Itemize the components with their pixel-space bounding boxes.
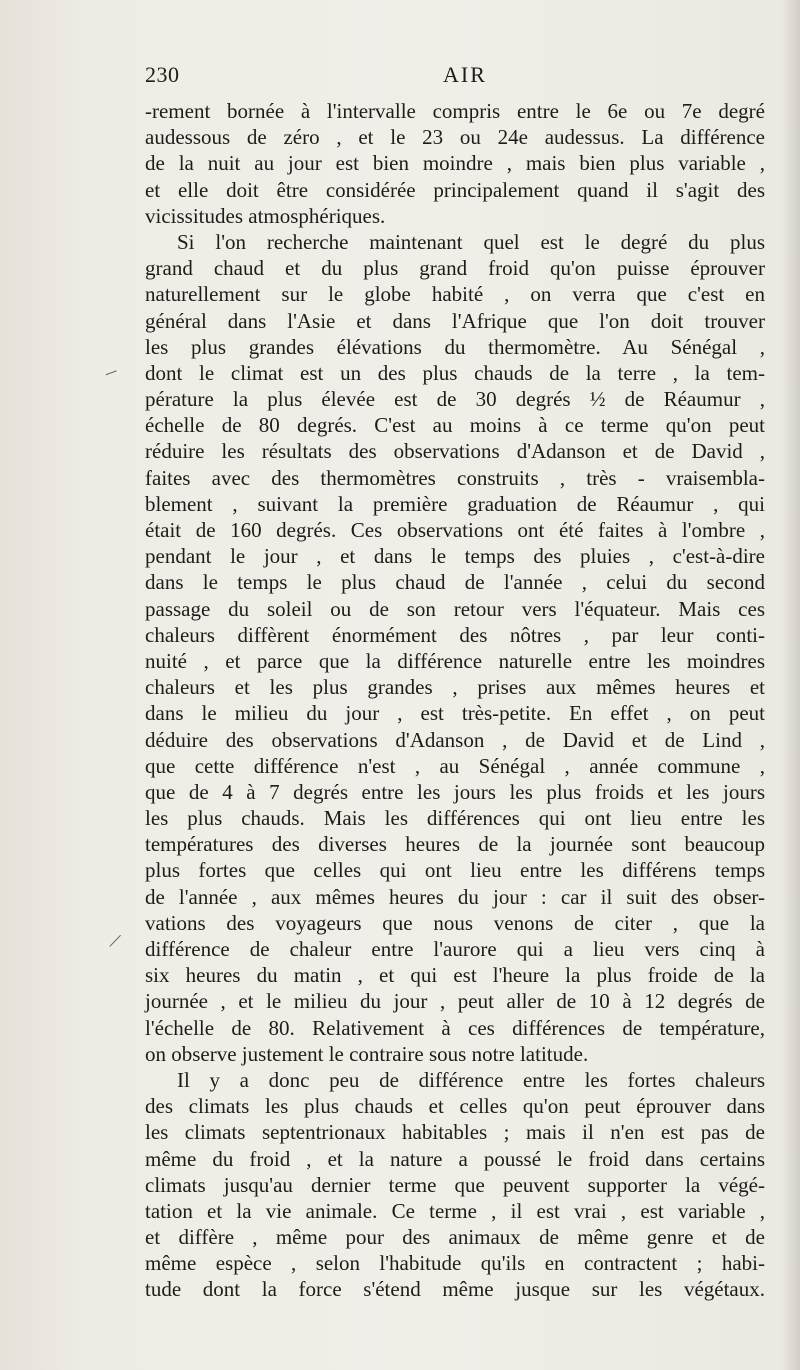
margin-mark: / (107, 927, 124, 954)
text-line: que de 4 à 7 degrés entre les jours les plus froids et les jours (145, 779, 765, 804)
text-line: naturellement sur le globe habité , on verra que c'est en (145, 282, 765, 307)
text-line: Il y a donc peu de différence entre les fortes chaleurs (177, 1067, 765, 1092)
text-line: températures des diverses heures de la journée sont beaucoup (145, 832, 765, 857)
running-head: AIR (443, 62, 487, 87)
spine-shadow (782, 0, 800, 1370)
text-line: et diffère , même pour des animaux de même genre et de (145, 1225, 765, 1250)
text-line: journée , et le milieu du jour , peut aller de 10 à 12 degrés de (145, 989, 765, 1014)
page-header (145, 62, 765, 92)
text-line: vicissitudes atmosphériques. (145, 203, 386, 228)
text-line: les plus chauds. Mais les différences qui ont lieu entre les (145, 806, 765, 831)
text-line: même espèce , selon l'habitude qu'ils en contractent ; habi- (145, 1251, 765, 1276)
text-line: tation et la vie animale. Ce terme , il est vrai , est variable , (145, 1198, 765, 1223)
text-line: six heures du matin , et qui est l'heure la plus froide de la (145, 963, 765, 988)
text-line: plus fortes que celles qui ont lieu entre les différens temps (145, 858, 765, 883)
text-line: climats jusqu'au dernier terme que peuvent supporter la végé- (145, 1172, 765, 1197)
text-line: de la nuit au jour est bien moindre , mais bien plus variable , (145, 151, 765, 176)
text-line: les plus grandes élévations du thermomètre. Au Sénégal , (145, 334, 765, 359)
text-line: même du froid , et la nature a poussé le froid dans certains (145, 1146, 765, 1171)
text-line: faites avec des thermomètres construits , très - vraisembla- (145, 465, 765, 490)
text-line: réduire les résultats des observations d'Adanson et de David , (145, 439, 765, 464)
margin-mark: – (100, 356, 120, 385)
text-line: dont le climat est un des plus chauds de la terre , la tem- (145, 360, 765, 385)
text-line: dans le milieu du jour , est très-petite. En effet , on peut (145, 701, 765, 726)
text-line: Si l'on recherche maintenant quel est le degré du plus (177, 229, 765, 254)
text-line: déduire des observations d'Adanson , de David et de Lind , (145, 727, 765, 752)
text-line: -rement bornée à l'intervalle compris entre le 6e ou 7e degré (145, 99, 765, 123)
text-line: échelle de 80 degrés. C'est au moins à ce terme qu'on peut (145, 413, 765, 438)
page-number: 230 (145, 62, 180, 87)
text-line: était de 160 degrés. Ces observations ont été faites à l'ombre , (145, 518, 765, 542)
text-line: nuité , et parce que la différence naturelle entre les moindres (145, 648, 765, 673)
text-line: des climats les plus chauds et celles qu'on peut éprouver dans (145, 1094, 765, 1119)
text-line: et elle doit être considérée principalement quand il s'agit des (145, 177, 765, 202)
text-line: passage du soleil ou de son retour vers l'équateur. Mais ces (145, 596, 765, 621)
text-line: on observe justement le contraire sous notre latitude. (145, 1041, 589, 1066)
text-line: pérature la plus élevée est de 30 degrés ½ de Réaumur , (145, 387, 765, 412)
text-line: blement , suivant la première graduation de Réaumur , qui (145, 491, 765, 516)
text-line: que cette différence n'est , au Sénégal , année commune , (145, 753, 765, 778)
text-line: général dans l'Asie et dans l'Afrique que l'on doit trouver (145, 308, 765, 333)
body-text (145, 98, 765, 1303)
text-line: audessous de zéro , et le 23 ou 24e audessus. La différence (145, 125, 765, 150)
text-line: différence de chaleur entre l'aurore qui a lieu vers cinq à (145, 937, 765, 961)
text-line: pendant le jour , et dans le temps des pluies , c'est-à-dire (145, 544, 765, 569)
text-line: vations des voyageurs que nous venons de citer , que la (145, 910, 765, 935)
text-line: de l'année , aux mêmes heures du jour : car il suit des obser- (145, 884, 765, 909)
text-line: chaleurs diffèrent énormément des nôtres , par leur conti- (145, 622, 765, 647)
text-line: tude dont la force s'étend même jusque sur les végétaux. (145, 1277, 765, 1302)
text-line: grand chaud et du plus grand froid qu'on puisse éprouver (145, 256, 765, 281)
text-line: l'échelle de 80. Relativement à ces différences de température, (145, 1015, 765, 1040)
text-line: chaleurs et les plus grandes , prises aux mêmes heures et (145, 675, 765, 700)
text-line: dans le temps le plus chaud de l'année , celui du second (145, 570, 765, 595)
text-line: les climats septentrionaux habitables ; mais il n'en est pas de (145, 1120, 765, 1145)
